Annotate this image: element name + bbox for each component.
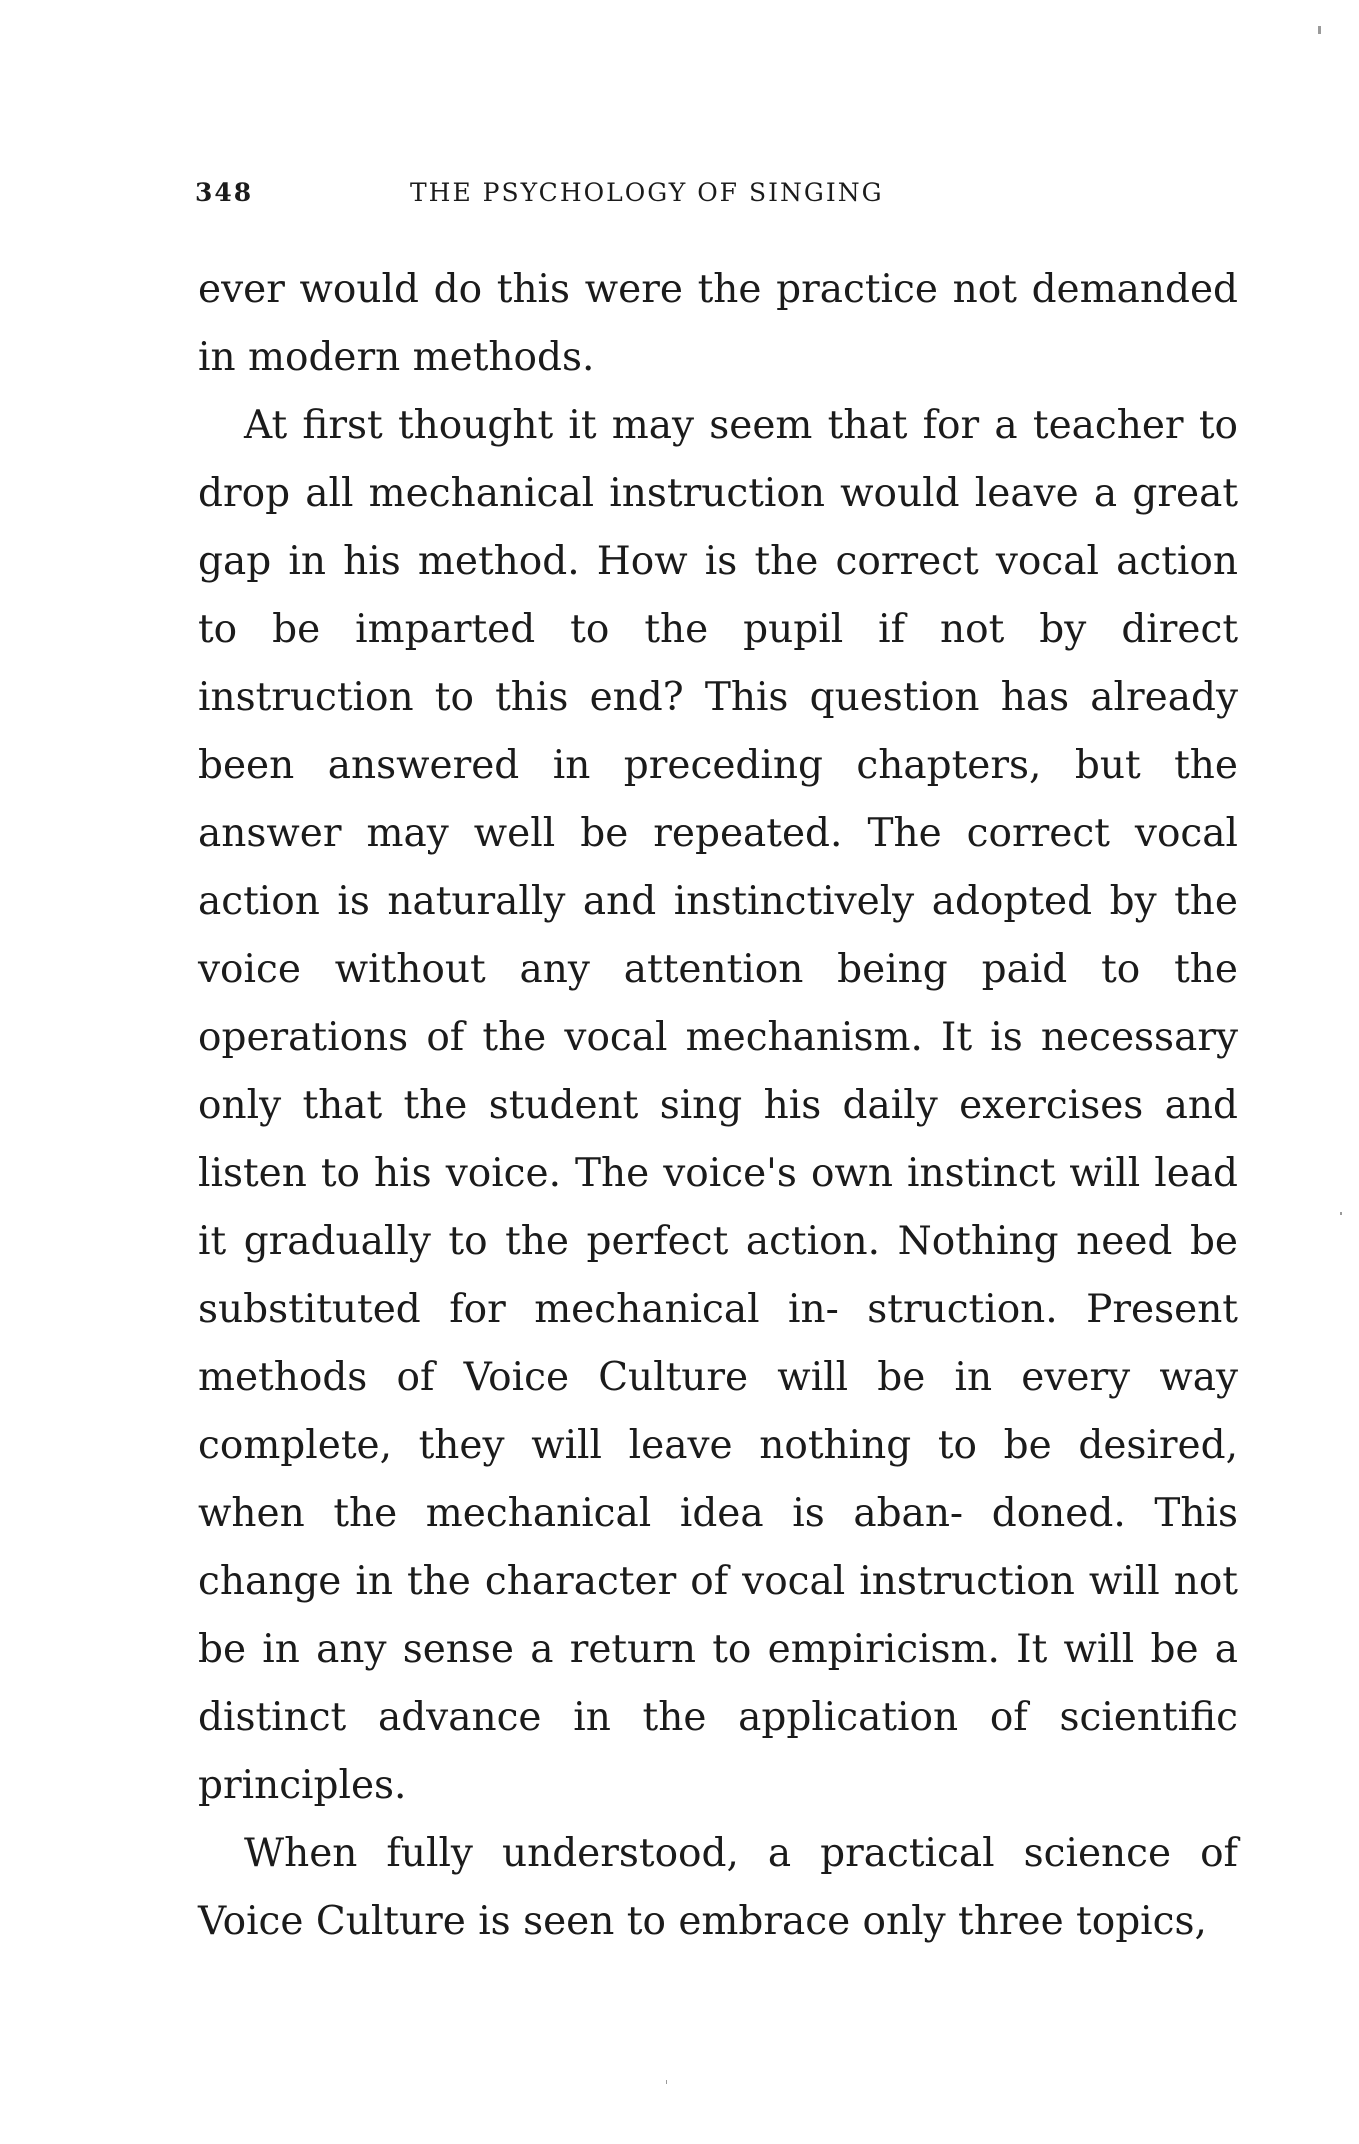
text-line: by the voice without any attention being paid to xyxy=(198,879,1239,992)
text-line: struction. Present methods of Voice Culture will xyxy=(198,1287,1238,1400)
scan-speck xyxy=(1340,1212,1342,1215)
text-line: vocal action to be imparted to the pupil if not by xyxy=(198,539,1238,652)
text-line: Nothing need be substituted for mechanical in- xyxy=(198,1219,1238,1332)
text-line: necessary only that the student sing his daily xyxy=(198,1015,1238,1128)
text-line: in modern methods. xyxy=(198,335,595,380)
text-line: When fully understood, a practical science of xyxy=(244,1831,1238,1876)
text-line: empiricism. It will be a distinct advance in the xyxy=(198,1627,1239,1740)
text-line: vocal action is naturally and instinctively adopted xyxy=(198,811,1239,924)
text-line: ever would do this were the practice not demanded xyxy=(198,267,1238,312)
book-title: THE PSYCHOLOGY OF SINGING xyxy=(410,178,884,207)
text-line: the operations of the vocal mechanism. It is xyxy=(198,947,1238,1060)
text-line: be in every way complete, they will leave nothing xyxy=(198,1355,1238,1468)
text-line: instinct will lead it gradually to the perfect action. xyxy=(198,1151,1239,1264)
text-line: already been answered in preceding chapters, but xyxy=(198,675,1238,788)
text-line: At first thought it may seem that for a teacher xyxy=(244,403,1184,448)
text-line: great gap in his method. How is the correct xyxy=(198,471,1238,584)
paragraph-final xyxy=(198,1820,1238,1956)
paragraph-continuation xyxy=(198,256,1238,392)
text-line: instruction will not be in any sense a return to xyxy=(198,1559,1238,1672)
text-line: application of scientific principles. xyxy=(198,1695,1238,1808)
text-line: doned. This change in the character of vocal xyxy=(198,1491,1238,1604)
text-line: exercises and listen to his voice. The voice's own xyxy=(198,1083,1238,1196)
paragraph-main xyxy=(198,392,1238,1820)
text-line: Voice Culture is seen to embrace only three topics, xyxy=(198,1899,1207,1944)
scan-speck xyxy=(1318,26,1321,34)
scan-speck xyxy=(666,2080,667,2084)
text-line: direct instruction to this end? This question has xyxy=(198,607,1238,720)
text-line: to drop all mechanical instruction would leave a xyxy=(198,403,1238,516)
page-number: 348 xyxy=(195,178,254,207)
running-head xyxy=(195,178,1035,218)
text-line: the answer may well be repeated. The correct xyxy=(198,743,1238,856)
text-line: to be desired, when the mechanical idea is aban- xyxy=(198,1423,1238,1536)
body-text xyxy=(198,256,1238,1956)
